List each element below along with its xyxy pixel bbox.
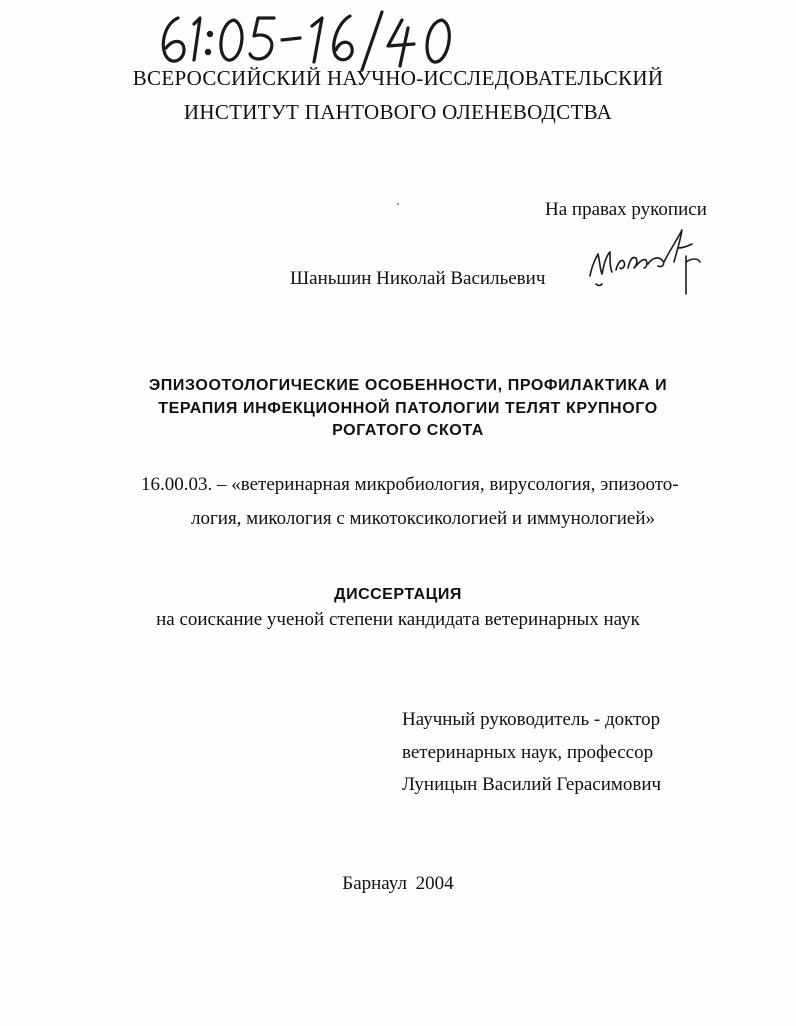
specialty-line-2: логия, микология с микотоксикологией и иммунологией»	[191, 508, 656, 529]
dissertation-title-line-1: ЭПИЗООТОЛОГИЧЕСКИЕ ОСОБЕННОСТИ, ПРОФИЛАКТИКА И	[148, 377, 668, 394]
institute-name-line-1: ВСЕРОССИЙСКИЙ НАУЧНО-ИССЛЕДОВАТЕЛЬСКИЙ	[132, 66, 664, 90]
author-signature	[582, 218, 702, 298]
document-type-label: ДИССЕРТАЦИЯ	[334, 586, 462, 603]
dissertation-title-line-2: ТЕРАПИЯ ИНФЕКЦИОННОЙ ПАТОЛОГИИ ТЕЛЯТ КРУПНОГО	[158, 400, 658, 417]
dissertation-title-line-3: РОГАТОГО СКОТА	[332, 422, 484, 439]
specialty-line-1: 16.00.03. – «ветеринарная микробиология, вирусология, эпизоото-	[141, 474, 679, 495]
place-and-year: Барнаул 2004	[342, 873, 454, 894]
manuscript-rights-note: На правах рукописи	[545, 199, 707, 220]
supervisor-line-2: ветеринарных наук, профессор	[402, 742, 654, 763]
author-name: Шаньшин Николай Васильевич	[290, 268, 546, 289]
scan-speck	[397, 203, 399, 205]
institute-name-line-2: ИНСТИТУТ ПАНТОВОГО ОЛЕНЕВОДСТВА	[183, 100, 613, 124]
signature-drawing	[582, 218, 702, 298]
supervisor-line-1: Научный руководитель - доктор	[402, 709, 661, 730]
supervisor-name: Луницын Василий Герасимович	[402, 774, 662, 795]
degree-description: на соискание ученой степени кандидата ветеринарных наук	[156, 609, 640, 630]
